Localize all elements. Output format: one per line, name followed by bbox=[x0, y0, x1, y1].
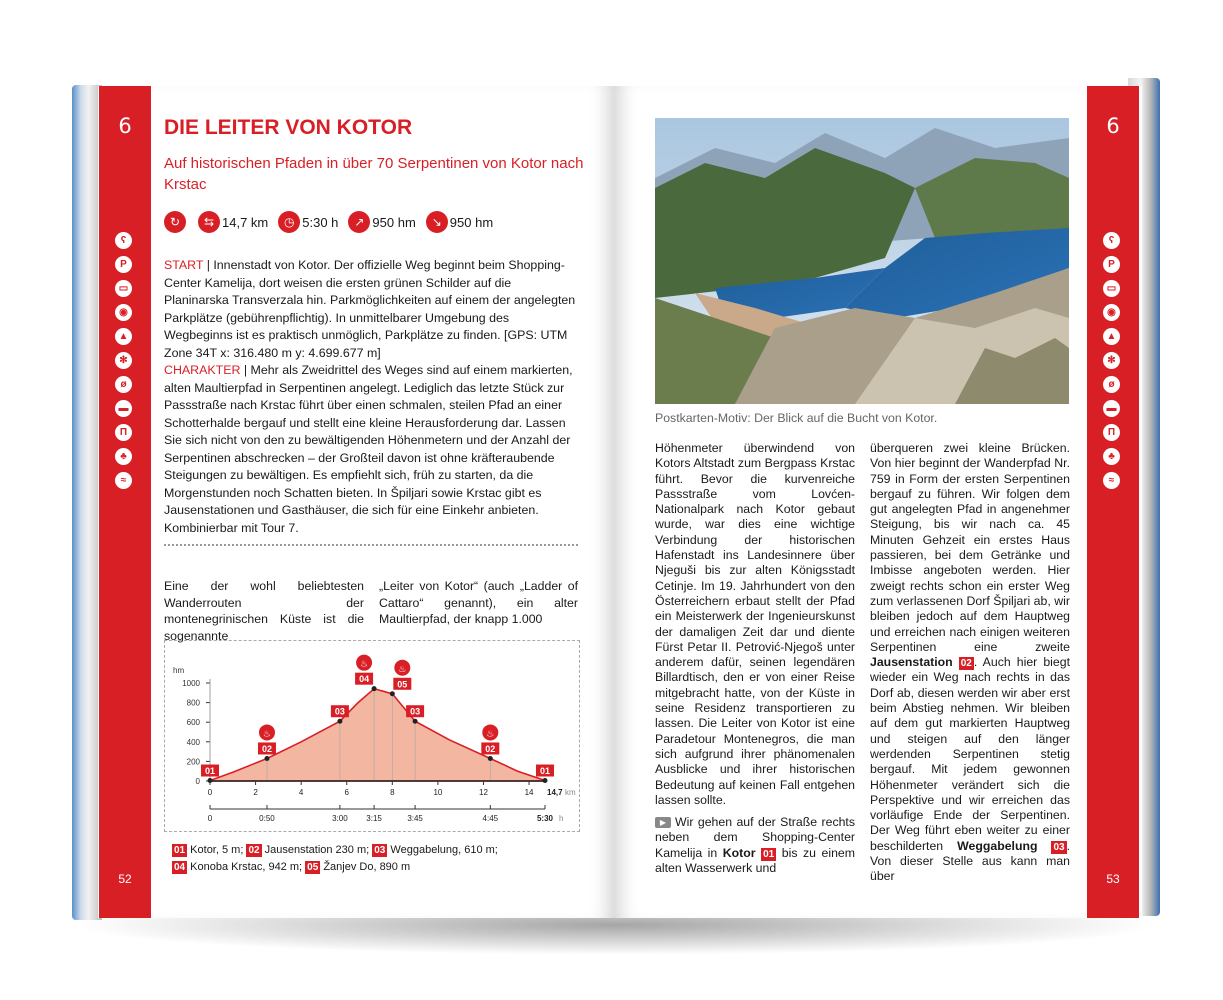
mountain-icon: ▲ bbox=[115, 328, 132, 345]
food-icon: ◉ bbox=[1103, 304, 1120, 321]
legend-text: Kotor, 5 m; bbox=[187, 844, 247, 856]
sidebar-icon-list bbox=[1103, 232, 1123, 496]
bay-of-kotor-photo bbox=[655, 118, 1069, 404]
legend-entry bbox=[372, 844, 498, 856]
legend-tag: 03 bbox=[374, 845, 386, 856]
tour-info bbox=[164, 257, 578, 537]
right-column-1-paragraph: Höhenmeter überwindend von Kotors Altstadt zum Bergpass Krstac führt. Bevor die kurvenreiche Passstraße vom Lovćen-Nationalpark nach Kotor gebaut wurde, war dies eine wichtige Verbindung der historischen Hafenstadt ins Landesinnere über Njeguši bis zur alten Königsstadt Cetinje. Im 19. Jahrhundert von den Österreichern erbaut stellt der Pfad ein Meisterwerk der Ingenieurskunst der damaligen Zeit dar und diente Fürst Petar II. Petrović-Njegoš unter anderem dafür, seinen legendären Billardtisch, den er von einer Reise mitgebracht hatte, von der Küste in seine Residenz transportieren zu lassen. Die Leiter von Kotor ist eine Paradetour Montenegros, die man sich aufgrund ihrer phänomenalen Ausblicke und ihrer historischen Bedeutung auf keinen Fall entgehen lassen sollte. bbox=[655, 441, 855, 807]
right-red-sidebar bbox=[1085, 86, 1139, 918]
ascent-value: 950 hm bbox=[372, 214, 416, 230]
parking-icon: P bbox=[1103, 256, 1120, 273]
time-tick-label: 3:15 bbox=[366, 814, 382, 823]
descent-value: 950 hm bbox=[449, 214, 494, 230]
stat-duration bbox=[278, 211, 338, 233]
x-tick-label: 0 bbox=[207, 788, 213, 797]
restaurant-icon-glyph: ♨ bbox=[398, 663, 407, 674]
page-number-right: 53 bbox=[1106, 872, 1120, 886]
time-tick-label: 4:45 bbox=[482, 814, 499, 823]
signpost-icon: ⇆ bbox=[198, 211, 220, 233]
duration-value: 5:30 h bbox=[302, 214, 339, 230]
legend-entry bbox=[305, 861, 410, 873]
time-unit: h bbox=[559, 814, 564, 823]
restaurant-icon-glyph: ♨ bbox=[486, 728, 495, 739]
photo-caption: Postkarten-Motiv: Der Blick auf die Bucht von Kotor. bbox=[655, 411, 938, 425]
bed-icon: ▬ bbox=[115, 400, 132, 417]
legend-tag: 05 bbox=[307, 862, 319, 873]
waypoint-tag: 03 bbox=[1053, 841, 1065, 853]
dotted-divider bbox=[164, 544, 578, 546]
waypoint-dot bbox=[208, 778, 213, 783]
legend-text: Weggabelung, 610 m; bbox=[387, 844, 498, 856]
x-tick-label: 8 bbox=[390, 788, 395, 797]
distance-value: 14,7 km bbox=[222, 214, 269, 230]
legend-entry bbox=[246, 844, 372, 856]
elevation-chart-svg bbox=[165, 641, 579, 831]
legend-text: Jausenstation 230 m; bbox=[261, 844, 373, 856]
waypoint-dot bbox=[264, 756, 269, 761]
time-tick-label: 3:45 bbox=[407, 814, 423, 823]
roundtrip-icon: ↻ bbox=[164, 211, 186, 233]
tour-title: DIE LEITER VON KOTOR bbox=[164, 116, 413, 139]
waypoint-dot bbox=[372, 686, 377, 691]
x-tick-label: 2 bbox=[253, 788, 258, 797]
legend-entry bbox=[172, 844, 246, 856]
start-text: | Innenstadt von Kotor. Der offizielle Weg beginnt beim Shopping-Center Kamelija, dort weisen die ersten grünen Schilder auf die Planinarska Transverzala hin. Parkmöglichkeiten auf einem der angelegten Parkplätze (gebührenpflichtig). In unmittelbarer Umgebung des Wegbeginns ist es praktisch unmöglich, Parkplätze zu finden. [GPS: UTM Zone 34T x: 316.480 m y: 4.699.677 m] bbox=[164, 258, 576, 360]
tree-icon: ♣ bbox=[115, 448, 132, 465]
play-icon: ▶ bbox=[655, 817, 671, 828]
snowflake-icon: ✻ bbox=[1103, 352, 1120, 369]
waypoint-tag-label: 01 bbox=[539, 766, 551, 777]
tour-stats bbox=[164, 211, 503, 233]
bed-icon: ▬ bbox=[1103, 400, 1120, 417]
stat-roundtrip bbox=[164, 211, 188, 233]
waypoint-tag-label: 03 bbox=[334, 706, 345, 717]
waypoint-tag: 01 bbox=[763, 848, 775, 860]
tree-icon: ♣ bbox=[1103, 448, 1120, 465]
swim-icon: ≈ bbox=[1103, 472, 1120, 489]
waypoint-tag-label: 05 bbox=[397, 679, 408, 690]
bicycle-icon: ø bbox=[115, 376, 132, 393]
intro-column-1: Eine der wohl beliebtesten Wanderrouten der montenegrinischen Küste ist die sogenannte bbox=[164, 579, 364, 643]
page-number-left: 52 bbox=[118, 872, 132, 886]
y-tick-label: 800 bbox=[186, 698, 200, 708]
right-column-1-directions: ▶ Wir gehen auf der Straße rechts neben dem Shopping-Center Kamelija in Kotor 01 bis zu einem alten Wasserwerk und bbox=[655, 815, 856, 876]
elevation-profile-chart bbox=[164, 640, 580, 832]
x-tick-label: 12 bbox=[479, 788, 488, 797]
right-column-1 bbox=[655, 441, 855, 876]
waypoint-tag-label: 04 bbox=[359, 674, 370, 685]
waypoint-legend bbox=[172, 842, 572, 876]
x-tick-label: 6 bbox=[344, 788, 349, 797]
charakter-text: | Mehr als Zweidrittel des Weges sind auf einem markierten, alten Maultierpfad in Serpentinen angelegt. Lediglich das letzte Stück zur Passstraße nach Krstac führt über einen schmalen, steilen Pfad an einer Schotterhalde bergauf und stellt eine kleine Herausforderung dar. Lassen Sie sich nicht von den zu bewältigenden Höhenmetern und der Anzahl der Serpentinen abschrecken – der Großteil davon ist ohne kräfteraubende Steigungen zu bewältigen. Es empfiehlt sich, früh zu starten, da die Morgenstunden noch Schatten bieten. In Špiljari sowie Krstac gibt es Jausenstationen und Gasthäuser, die sich für eine Einkehr anbieten. Kombinierbar mit Tour 7. bbox=[164, 363, 573, 535]
bus-icon: ▭ bbox=[1103, 280, 1120, 297]
waypoint-tag-label: 02 bbox=[485, 743, 496, 754]
charakter-label: CHARAKTER bbox=[164, 363, 241, 377]
restaurant-icon-glyph: ♨ bbox=[360, 658, 369, 669]
x-tick-label: 4 bbox=[298, 788, 304, 797]
parking-icon: P bbox=[115, 256, 132, 273]
stat-descent bbox=[426, 211, 493, 233]
ascent-icon: ↗ bbox=[348, 211, 370, 233]
restaurant-icon-glyph: ♨ bbox=[262, 728, 272, 739]
waypoint-dot bbox=[413, 719, 418, 724]
waypoint-tag-label: 01 bbox=[204, 766, 216, 777]
tour-number: 6 bbox=[1106, 114, 1120, 138]
museum-icon: Π bbox=[115, 424, 132, 441]
tour-subtitle: Auf historischen Pfaden in über 70 Serpentinen von Kotor nach Krstac bbox=[164, 155, 584, 193]
start-label: START bbox=[164, 258, 204, 272]
sidebar-icon-list bbox=[115, 232, 135, 496]
legend-text: Žanjev Do, 890 m bbox=[320, 861, 411, 873]
descent-icon: ↘ bbox=[426, 211, 448, 233]
y-tick-label: 200 bbox=[186, 757, 200, 767]
snowflake-icon: ✻ bbox=[115, 352, 132, 369]
bus-icon: ▭ bbox=[115, 280, 132, 297]
waypoint-tag-label: 02 bbox=[261, 743, 272, 754]
legend-tag: 01 bbox=[174, 845, 186, 856]
bicycle-icon: ø bbox=[1103, 376, 1120, 393]
x-tick-label: 14 bbox=[524, 788, 534, 797]
time-tick-label: 5:30 bbox=[536, 814, 554, 823]
x-end-label: 14,7 bbox=[547, 788, 563, 797]
food-icon: ◉ bbox=[115, 304, 132, 321]
bear-icon: ʕ bbox=[1103, 232, 1120, 249]
legend-text: Konoba Krstac, 942 m; bbox=[187, 861, 306, 873]
y-axis-label: hm bbox=[173, 666, 185, 675]
x-tick-label: 10 bbox=[433, 788, 443, 797]
mountain-icon: ▲ bbox=[1103, 328, 1120, 345]
right-column-2: überqueren zwei kleine Brücken. Von hier beginnt der Wanderpfad Nr. 759 in Form der ersten Serpentinen bergauf zu führen. Wir folgen dem gut angelegten Pfad in angenehmer Steigung, bis wir nach ca. 45 Minuten Gehzeit ein erstes Haus passieren, bei dem Getränke und Imbisse angeboten werden. Hier zweigt rechts schon ein erster Weg zum verlassenen Dorf Špiljari ab, wir bleiben jedoch auf dem Hauptweg und erreichen nach einigen weiteren Serpentinen eine zweite Jausenstation 02 . Auch hier biegt wieder ein Weg nach rechts in das Dorf ab, diesen werden wir aber erst beim Abstieg nehmen. Wir bleiben auf dem gut markierten Hauptweg und steigen auf den länger werdenden Serpentinen stetig bergauf. Mit jedem gewonnen Höhenmeter verändert sich die Perspektive und wir erreichen das vorläufige Ende der Serpentinen. Der Weg führt eben weiter zu einer beschilderten Weggabelung 03 . Von dieser Stelle aus kann man über bbox=[870, 441, 1071, 884]
y-tick-label: 600 bbox=[186, 718, 200, 728]
legend-tag: 02 bbox=[248, 845, 260, 856]
waypoint-dot bbox=[337, 719, 342, 724]
legend-tag: 04 bbox=[174, 862, 186, 873]
bear-icon: ʕ bbox=[115, 232, 132, 249]
time-tick-label: 0:50 bbox=[259, 814, 275, 823]
waypoint-dot bbox=[390, 691, 395, 696]
waypoint-tag: 02 bbox=[960, 658, 972, 670]
swim-icon: ≈ bbox=[115, 472, 132, 489]
stat-distance bbox=[198, 211, 268, 233]
tour-number: 6 bbox=[118, 114, 132, 138]
time-tick-label: 0 bbox=[207, 814, 213, 823]
waypoint-tag-label: 03 bbox=[410, 706, 421, 717]
x-axis-unit: km bbox=[565, 788, 576, 797]
stat-ascent bbox=[348, 211, 415, 233]
museum-icon: Π bbox=[1103, 424, 1120, 441]
intro-column-2: „Leiter von Kotor“ (auch „Ladder of Cattaro“ genannt), ein alter Maultierpfad, der knapp 1.000 bbox=[379, 579, 578, 626]
time-tick-label: 3:00 bbox=[332, 814, 348, 823]
y-tick-label: 0 bbox=[195, 777, 200, 786]
clock-icon: ◷ bbox=[278, 211, 300, 233]
waypoint-dot bbox=[488, 756, 493, 761]
waypoint-dot bbox=[543, 778, 548, 783]
legend-entry bbox=[172, 861, 305, 873]
left-red-sidebar bbox=[99, 86, 153, 918]
y-tick-label: 1000 bbox=[182, 679, 200, 688]
y-tick-label: 400 bbox=[186, 737, 200, 747]
